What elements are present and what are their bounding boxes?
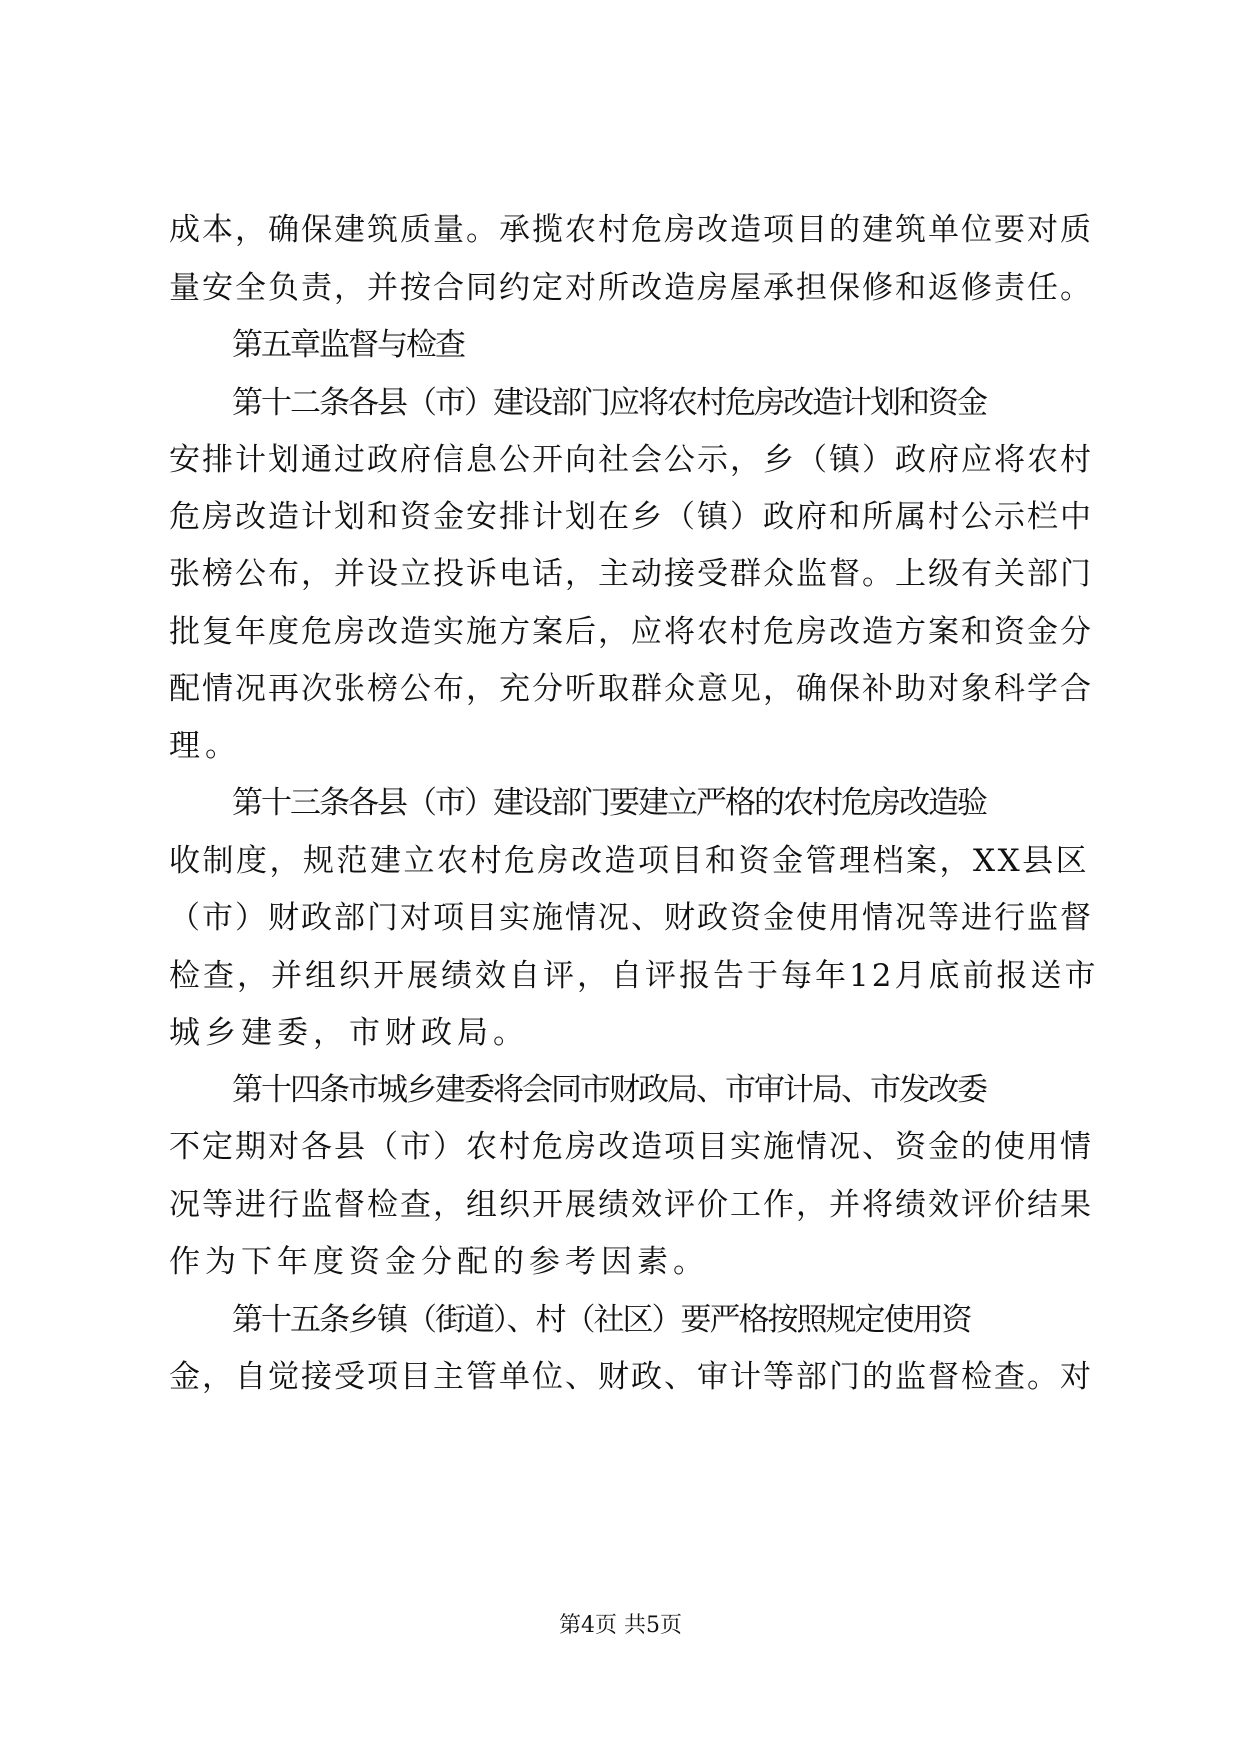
text-line-2: 量安全负责，并按合同约定对所改造房屋承担保修和返修责任。 xyxy=(169,270,1093,306)
article-13-line-3: （市）财政部门对项目实施情况、财政资金使用情况等进行监督 xyxy=(169,900,1093,936)
text-line-1: 成本，确保建筑质量。承揽农村危房改造项目的建筑单位要对质 xyxy=(169,212,1093,248)
article-15-line-1: 第十五条乡镇（街道）、村（社区）要严格按照规定使用资 xyxy=(232,1302,971,1338)
article-13-line-2: 收制度，规范建立农村危房改造项目和资金管理档案，XX县区 xyxy=(169,843,1090,879)
article-12-line-7: 理。 xyxy=(169,728,241,764)
article-14-line-2: 不定期对各县（市）农村危房改造项目实施情况、资金的使用情 xyxy=(169,1129,1093,1165)
article-13-line-4: 检查，并组织开展绩效自评，自评报告于每年12月底前报送市 xyxy=(169,958,1099,994)
chapter-heading: 第五章监督与检查 xyxy=(232,327,464,363)
article-12-line-4: 张榜公布，并设立投诉电话，主动接受群众监督。上级有关部门 xyxy=(169,556,1093,592)
article-14-line-1: 第十四条市城乡建委将会同市财政局、市审计局、市发改委 xyxy=(232,1072,986,1108)
article-13-line-5: 城乡建委，市财政局。 xyxy=(169,1015,529,1051)
article-12-line-5: 批复年度危房改造实施方案后，应将农村危房改造方案和资金分 xyxy=(169,614,1093,650)
article-14-line-4: 作为下年度资金分配的参考因素。 xyxy=(169,1244,709,1280)
article-14-line-3: 况等进行监督检查，组织开展绩效评价工作，并将绩效评价结果 xyxy=(169,1187,1093,1223)
page-number-footer: 第4页 共5页 xyxy=(559,1613,682,1638)
article-15-line-2: 金，自觉接受项目主管单位、财政、审计等部门的监督检查。对 xyxy=(169,1359,1093,1395)
article-12-line-1: 第十二条各县（市）建设部门应将农村危房改造计划和资金 xyxy=(232,385,986,421)
article-13-line-1: 第十三条各县（市）建设部门要建立严格的农村危房改造验 xyxy=(232,785,986,821)
article-12-line-2: 安排计划通过政府信息公开向社会公示，乡（镇）政府应将农村 xyxy=(169,442,1093,478)
article-12-line-6: 配情况再次张榜公布，充分听取群众意见，确保补助对象科学合 xyxy=(169,671,1093,707)
article-12-line-3: 危房改造计划和资金安排计划在乡（镇）政府和所属村公示栏中 xyxy=(169,499,1093,535)
